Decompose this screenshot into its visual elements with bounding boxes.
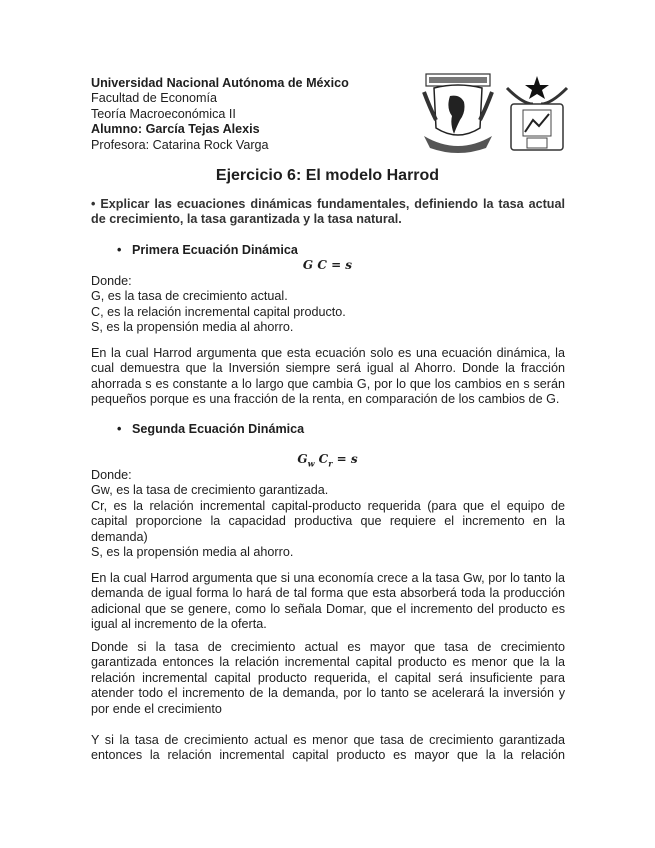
equation-1: G C = s <box>302 258 353 272</box>
university-name: Universidad Nacional Autónoma de México <box>91 76 349 90</box>
definition: G, es la tasa de crecimiento actual. <box>91 289 288 304</box>
eq-g: G <box>297 452 308 466</box>
section1-paragraph: En la cual Harrod argumenta que esta ecuación solo es una ecuación dinámica, la cual demuestra que la Inversión siempre será igual al Ahorro. Donde la fracción ahorrada s es constante a lo largo que cambia G, por lo que los cambios en s serán pequeños porque es una fracción de la renta, en comparación de los cambios de G. <box>91 346 565 407</box>
section2-heading <box>117 422 304 437</box>
heading-text: Primera Ecuación Dinámica <box>132 243 298 257</box>
definition: Cr, es la relación incremental capital-producto requerida (para que el equipo de capital proporcione la capacidad productiva que requiere el incremento en la demanda) <box>91 498 565 544</box>
definition: S, es la propensión media al ahorro. <box>91 545 294 560</box>
course-name: Teoría Macroeconómica II <box>91 106 236 121</box>
student-name: Alumno: García Tejas Alexis <box>91 122 260 137</box>
section1-heading <box>117 243 298 258</box>
heading-text: Segunda Ecuación Dinámica <box>132 422 305 436</box>
definition: Gw, es la tasa de crecimiento garantizada. <box>91 483 329 498</box>
donde-label: Donde: <box>91 274 132 288</box>
definition: S, es la propensión media al ahorro. <box>91 320 294 335</box>
faculty-name: Facultad de Economía <box>91 91 218 106</box>
section2-paragraph: Donde si la tasa de crecimiento actual es mayor que tasa de crecimiento garantizada entonces la relación incremental capital producto es menor que la la relación incremental capital producto requerida, el capital será insuficiente para atender todo el incremento de la demanda, por lo tanto se acelerará la inversión y por ende el crecimiento <box>91 640 565 716</box>
facultad-economia-logo <box>505 74 569 152</box>
eq-w: w <box>307 458 315 469</box>
section2-paragraph: Y si la tasa de crecimiento actual es menor que tasa de crecimiento garantizada entonces la relación incremental capital producto es mayor que la la relación <box>91 733 565 763</box>
intro-paragraph: • Explicar las ecuaciones dinámicas fundamentales, definiendo la tasa actual de crecimiento, la tasa garantizada y la tasa natural. <box>91 197 565 227</box>
professor-name: Profesora: Catarina Rock Varga <box>91 137 269 152</box>
eq-c: C <box>318 452 329 466</box>
page-title: Ejercicio 6: El modelo Harrod <box>215 167 440 184</box>
section2-paragraph: En la cual Harrod argumenta que si una economía crece a la tasa Gw, por lo tanto la demanda de igual forma lo hará de tal forma que esta absorberá toda la producción adicional que se genere, como lo señala Domar, que el incremento del producto es igual al incremento de la oferta. <box>91 571 565 632</box>
unam-logo <box>420 72 496 154</box>
eq-r: r <box>328 458 333 469</box>
bullet: • <box>117 243 122 257</box>
definition: C, es la relación incremental capital producto. <box>91 304 346 319</box>
bullet: • <box>117 422 122 436</box>
section2-definitions <box>91 468 565 560</box>
donde-label: Donde: <box>91 468 132 482</box>
section1-definitions <box>91 274 565 336</box>
eq-rest: = s <box>336 452 358 466</box>
